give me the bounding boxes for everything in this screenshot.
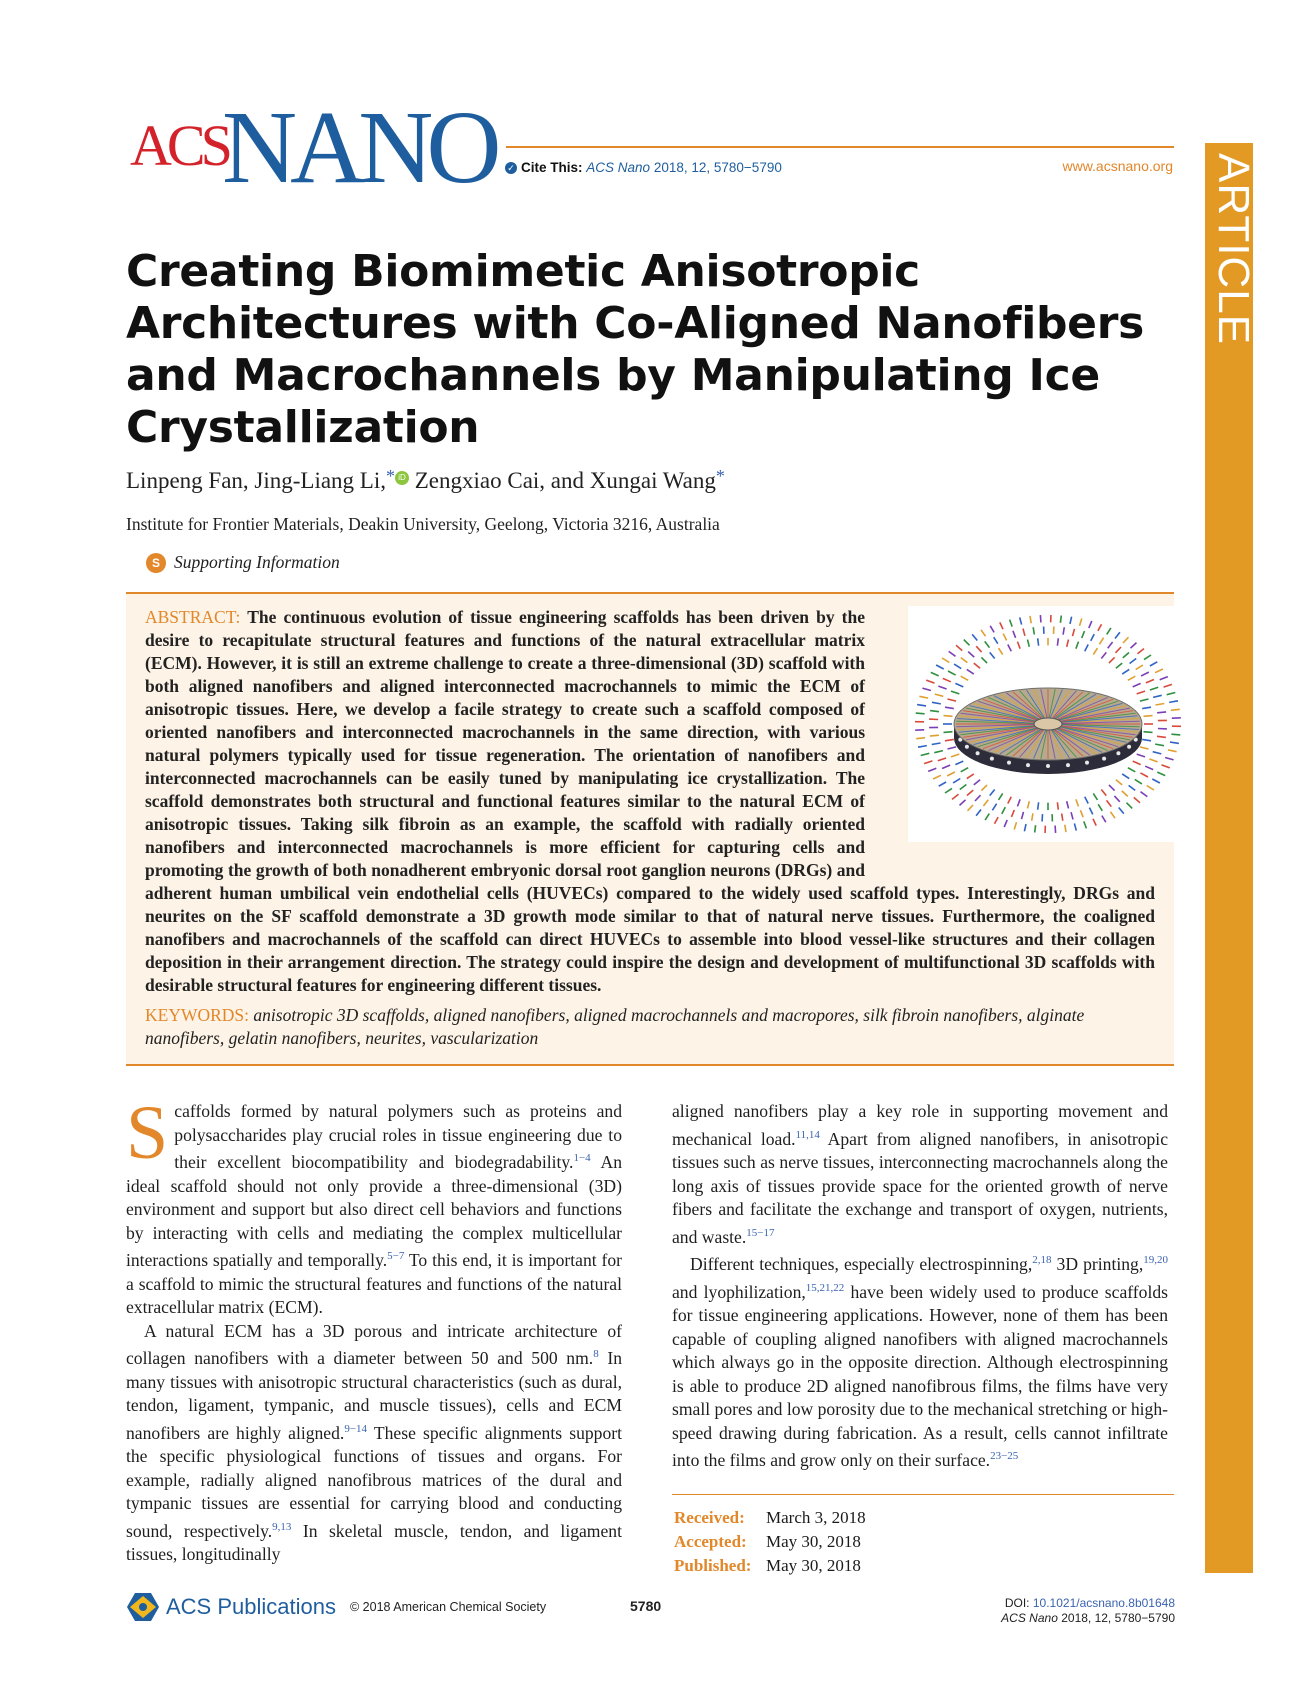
fiber-dash <box>1150 687 1158 690</box>
fiber-dash <box>1137 691 1145 694</box>
fiber-dash <box>922 688 931 690</box>
text-run: A natural ECM has a 3D porous and intricate architecture of collagen nanofibers with a diameter between 50 and 500 nm. <box>126 1320 622 1368</box>
citation-ref[interactable]: 1−4 <box>573 1152 591 1164</box>
abstract-body: The continuous evolution of tissue engineering scaffolds has been driven by the desire to recapitulate structural features and functions of the natural extracellular matrix (ECM). However, it is still an extreme challenge to create a three-dimensional (3D) scaffold with both aligned nanofibers and aligned interconnected macrochannels to mimic the ECM of anisotropic tissues. Here, we develop a facile strategy to create such a scaffold composed of oriented nanofibers and interconnected macrochannels in the same direction, with various natural polymers typically used for tissue regeneration. The orientation of nanofibers and interconnected macrochannels can be easily tuned by manipulating ice crystallization. The scaffold demonstrates both structural and functional features similar to the natural ECM of anisotropic tissues. Taking silk fibroin as an example, the scaffold with radially oriented nanofibers and interconnected macrochannels is more efficient for capturing cells and promoting the growth of both nonadherent embryonic dorsal root ganglion neurons (DRGs) and adherent human umbilical vein endothelial cells (HUVECs) compared to the widely used scaffold types. Interestingly, DRGs and neurites on the SF scaffold demonstrate a 3D growth mode similar to that of natural nerve tissues. Furthermore, the coaligned nanofibers and macrochannels of the scaffold can direct HUVECs to assemble into blood vessel-like structures and their collagen deposition in their arrangement direction. The strategy could inspire the design and development of multifunctional 3D scaffolds with desirable structural features for engineering different tissues. <box>145 607 1155 995</box>
fiber-dash <box>1012 810 1015 817</box>
fiber-dash <box>933 775 941 779</box>
fiber-dash <box>1147 786 1154 791</box>
fiber-dash <box>1111 812 1116 818</box>
fiber-dash <box>1099 638 1103 645</box>
fiber-dash <box>1116 780 1122 785</box>
fiber-dash <box>1004 820 1007 827</box>
fiber-dash <box>951 691 959 694</box>
fiber-dash <box>938 686 946 689</box>
cite-journal: ACS Nano <box>586 160 651 175</box>
fiber-dash <box>1141 672 1149 676</box>
paragraph <box>126 1091 622 1320</box>
fiber-dash <box>939 782 946 786</box>
fiber-dash <box>1067 640 1069 647</box>
published-date: May 30, 2018 <box>766 1556 861 1575</box>
text-run: 3D printing, <box>1051 1254 1144 1274</box>
fiber-dash <box>1116 647 1122 653</box>
fiber-dash <box>1129 785 1136 790</box>
text-run: In many tissues with anisotropic structural characteristics (such as dural, tendon, ligament, tympanic, and muscle tissues), cells and ECM nanofibers are highly aligned. <box>126 1348 622 1443</box>
fiber-dash <box>1074 823 1076 830</box>
fiber-dash <box>944 732 953 733</box>
corresponding-star[interactable]: * <box>386 466 395 486</box>
edge-dot <box>976 751 980 755</box>
fiber-dash <box>1119 808 1124 814</box>
fiber-dash <box>945 788 952 793</box>
text-run: and lyophilization, <box>672 1281 806 1302</box>
fiber-dash <box>1141 792 1148 797</box>
fiber-dash <box>981 630 986 636</box>
fiber-dash <box>985 814 989 821</box>
fiber-dash <box>1076 642 1079 649</box>
fiber-dash <box>943 678 951 681</box>
cite-this[interactable] <box>505 160 782 175</box>
fiber-dash <box>1038 802 1039 809</box>
fiber-dash <box>972 634 977 640</box>
author-list <box>126 466 725 494</box>
fiber-dash <box>919 696 928 698</box>
fiber-dash <box>916 738 925 739</box>
fiber-dash <box>932 702 941 704</box>
fiber-dash <box>1144 716 1153 717</box>
fiber-dash <box>945 707 954 708</box>
page-number: 5780 <box>630 1598 662 1614</box>
fiber-dash <box>1057 802 1058 809</box>
fiber-dash <box>1128 768 1136 772</box>
check-circle-icon: ✓ <box>505 162 517 174</box>
fiber-dash <box>974 780 980 785</box>
fiber-dash <box>942 765 950 768</box>
fiber-dash <box>967 669 974 674</box>
fiber-dash <box>967 774 974 779</box>
fiber-dash <box>1140 773 1148 777</box>
fiber-dash <box>1060 616 1061 623</box>
doi-label: DOI: <box>1004 1596 1030 1610</box>
fiber-dash <box>1071 812 1073 819</box>
fiber-dash <box>1107 800 1112 806</box>
fiber-dash <box>1144 732 1153 733</box>
fiber-dash <box>1098 624 1102 631</box>
fiber-dash <box>1146 680 1154 683</box>
fiber-dash <box>983 800 988 806</box>
citation-ref[interactable]: 8 <box>593 1348 599 1360</box>
edge-dot <box>1085 761 1089 765</box>
fiber-dash <box>1138 649 1145 654</box>
citation-ref[interactable]: 19,20 <box>1143 1254 1168 1266</box>
fiber-dash <box>1142 707 1151 708</box>
received-label: Received: <box>674 1508 745 1527</box>
fiber-dash <box>916 713 925 714</box>
fiber-dash <box>1013 631 1016 638</box>
fiber-dash <box>1024 824 1026 831</box>
fiber-dash <box>1028 640 1030 647</box>
fiber-dash <box>1153 695 1162 697</box>
fiber-dash <box>1018 642 1021 649</box>
fiber-dash <box>994 637 998 644</box>
fiber-dash <box>976 646 981 652</box>
edge-dot <box>990 757 994 761</box>
citation-ref[interactable]: 23−25 <box>990 1450 1019 1462</box>
fiber-dash <box>1144 655 1151 660</box>
supporting-info-icon: S <box>146 553 166 573</box>
keywords-label: KEYWORDS: <box>145 1005 250 1025</box>
fiber-dash <box>1082 631 1085 638</box>
logo-acs: ACS <box>130 113 228 178</box>
received-row <box>674 1506 866 1530</box>
body-column-left <box>126 1091 623 1567</box>
fiber-dash <box>1122 774 1129 779</box>
edge-dot <box>1007 761 1011 765</box>
fiber-dash <box>1142 739 1151 740</box>
fiber-dash <box>1171 709 1180 710</box>
copyright: © 2018 American Chemical Society <box>350 1600 547 1614</box>
edge-dot <box>1102 757 1106 761</box>
text-run: These specific alignments support the specific physiological functions of tissues and organs. For example, radially aligned nanofibrous matrices of the dural and tympanic tissues are essential for carrying blood and conducting sound, respectively. <box>126 1422 623 1541</box>
fiber-dash <box>1150 662 1157 666</box>
fiber-dash <box>1170 742 1179 743</box>
fiber-dash <box>1033 627 1034 634</box>
fiber-dash <box>1131 643 1137 649</box>
fiber-dash <box>942 658 949 663</box>
fiber-dash <box>999 793 1003 800</box>
fiber-dash <box>990 790 995 796</box>
fiber-dash <box>961 768 969 772</box>
fiber-dash <box>990 652 995 658</box>
fiber-dash <box>1140 699 1149 701</box>
edge-dot <box>965 745 969 749</box>
fiber-dash <box>1123 637 1129 643</box>
citation-ref[interactable]: 11,14 <box>795 1128 820 1141</box>
fiber-dash <box>1101 652 1106 658</box>
corresponding-star[interactable]: * <box>715 466 725 486</box>
fiber-dash <box>932 743 941 745</box>
fiber-dash <box>1057 638 1058 645</box>
fiber-dash <box>944 716 953 717</box>
fiber-dash <box>1136 665 1143 669</box>
fiber-dash <box>1040 615 1041 622</box>
fiber-dash <box>1032 813 1033 820</box>
fiber-dash <box>981 657 987 663</box>
fiber-dash <box>1023 629 1025 636</box>
fiber-dash <box>1030 616 1031 623</box>
fiber-dash <box>934 751 943 753</box>
fiber-dash <box>1133 761 1141 765</box>
fiber-dash <box>1014 822 1016 829</box>
keywords-list: anisotropic 3D scaffolds, aligned nanofibers, aligned macrochannels and macropores, silk fibroin nanofibers, alginate nanofibers, gelatin nanofibers, neurites, vascularization <box>145 1005 1085 1048</box>
fiber-dash <box>951 754 959 757</box>
fiber-dash <box>1157 772 1165 776</box>
fiber-dash <box>1135 779 1142 784</box>
fiber-dash <box>1149 759 1157 762</box>
fiber-dash <box>931 672 939 676</box>
fiber-dash <box>1022 812 1024 819</box>
fiber-dash <box>955 761 963 765</box>
fiber-dash <box>1140 747 1149 749</box>
citation-ref[interactable]: 15−17 <box>746 1226 775 1239</box>
fiber-dash <box>1108 642 1113 648</box>
fiber-dash <box>924 761 932 764</box>
doi-block <box>1001 1596 1175 1626</box>
journal-logo <box>126 90 506 205</box>
fiber-dash <box>1000 622 1003 629</box>
header-divider <box>506 146 1174 148</box>
publication-dates <box>674 1506 866 1578</box>
fiber-dash <box>938 758 946 761</box>
fiber-dash <box>926 680 934 683</box>
fiber-dash <box>975 795 981 801</box>
fiber-dash <box>1109 785 1115 791</box>
fiber-dash <box>961 658 968 663</box>
published-row <box>674 1554 866 1578</box>
edge-dot <box>1066 763 1070 767</box>
fiber-dash <box>953 779 960 783</box>
fiber-dash <box>1062 814 1063 821</box>
edge-dot <box>1116 751 1120 755</box>
fiber-dash <box>964 640 970 646</box>
doi-link[interactable]: 10.1021/acsnano.8b01648 <box>1032 1596 1175 1610</box>
fiber-dash <box>1115 632 1120 638</box>
fiber-dash <box>981 785 987 791</box>
paragraph <box>672 1100 1168 1249</box>
fiber-dash <box>954 664 961 669</box>
edge-dot <box>1127 745 1131 749</box>
fiber-dash <box>1155 744 1164 746</box>
fiber-dash <box>1171 734 1180 735</box>
fiber-dash <box>945 739 954 740</box>
supporting-info-label: Supporting Information <box>174 552 340 572</box>
fiber-dash <box>1137 754 1145 757</box>
fiber-dash <box>968 805 974 811</box>
fiber-dash <box>1133 683 1141 687</box>
citation-ref[interactable]: 9,13 <box>272 1520 292 1533</box>
fiber-dash <box>1109 657 1115 663</box>
fiber-dash <box>985 641 990 647</box>
fiber-dash <box>1085 797 1089 804</box>
scaffold-disc <box>954 688 1142 774</box>
citation-ref[interactable]: 9−14 <box>344 1422 368 1435</box>
fiber-dash <box>1073 629 1075 636</box>
acs-hexagon-icon <box>126 1592 160 1622</box>
fiber-dash <box>1035 825 1036 832</box>
citation-ref[interactable]: 15,21,22 <box>805 1281 845 1294</box>
dates-divider <box>672 1494 1174 1495</box>
fiber-dash <box>1085 645 1089 652</box>
fiber-dash <box>918 746 927 748</box>
fiber-dash <box>967 790 973 795</box>
fiber-dash <box>1122 669 1129 674</box>
fiber-dash <box>1084 821 1087 828</box>
footer-journal-details: 2018, 12, 5780−5790 <box>1061 1611 1175 1625</box>
fiber-dash <box>1080 810 1083 817</box>
fiber-dash <box>1093 793 1097 800</box>
fiber-dash <box>1093 819 1096 826</box>
fiber-dash <box>1153 752 1162 754</box>
accepted-row <box>674 1530 866 1554</box>
fiber-dash <box>1160 677 1168 680</box>
fiber-dash <box>1165 758 1174 760</box>
affiliation: Institute for Frontier Materials, Deakin University, Geelong, Victoria 3216, Australia <box>126 514 720 534</box>
fiber-dash <box>1008 797 1012 804</box>
fiber-dash <box>930 711 939 712</box>
author-name: Jing-Liang Li, <box>254 468 386 493</box>
fiber-dash <box>1076 799 1079 806</box>
fiber-dash <box>1093 648 1097 655</box>
fiber-dash <box>1122 791 1128 797</box>
fiber-dash <box>930 735 939 736</box>
text-run: To this end, it is important for a scaffold to mimic the structural features and functions of the natural extracellular matrix (ECM). <box>126 1250 622 1317</box>
footer-journal: ACS Nano <box>1001 1611 1058 1625</box>
fiber-dash <box>1089 808 1092 815</box>
fiber-dash <box>1020 617 1022 624</box>
website-link[interactable]: www.acsnano.org <box>1062 158 1173 174</box>
publisher-name: ACS Publications <box>166 1594 336 1619</box>
fiber-dash <box>1127 803 1133 809</box>
fiber-dash <box>960 800 966 806</box>
fiber-dash <box>935 694 944 696</box>
fiber-dash <box>990 626 994 633</box>
fiber-dash <box>1010 620 1013 627</box>
fiber-dash <box>1055 826 1056 833</box>
fiber-dash <box>1070 617 1072 624</box>
keywords <box>145 1004 1155 1050</box>
fiber-dash <box>917 705 926 706</box>
fiber-dash <box>1157 736 1166 737</box>
fiber-dash <box>928 768 936 771</box>
fiber-dash <box>1162 765 1170 768</box>
received-date: March 3, 2018 <box>766 1508 866 1527</box>
fiber-dash <box>1167 693 1176 695</box>
text-run: In skeletal muscle, tendon, and ligament tissues, longitudinally <box>126 1520 622 1564</box>
fiber-dash <box>1145 766 1153 769</box>
fiber-dash <box>1168 750 1177 752</box>
article-type-label: ARTICLE <box>1209 153 1258 346</box>
edge-dot <box>1046 764 1050 768</box>
fiber-dash <box>1156 704 1165 706</box>
abstract-label: ABSTRACT: <box>145 607 241 627</box>
text-run: Different techniques, especially electrospinning, <box>690 1254 1033 1274</box>
fiber-dash <box>1169 701 1178 703</box>
fiber-dash <box>961 676 969 680</box>
fiber-dash <box>1003 634 1006 641</box>
fiber-dash <box>1008 645 1012 652</box>
fiber-dash <box>949 651 956 656</box>
scaffold-disc-illustration <box>908 606 1188 842</box>
fiber-dash <box>1157 712 1166 713</box>
fiber-dash <box>1155 669 1163 673</box>
fiber-dash <box>948 699 957 701</box>
fiber-dash <box>960 785 967 790</box>
fiber-dash <box>1130 659 1137 664</box>
text-run: Apart from aligned nanofibers, in anisotropic tissues such as nerve tissues, interconnecting macrochannels along the long axis of tissues provide space for the oriented growth of nerve fibers and facilitate the exchange and transport of oxygen, nutrients, and waste. <box>672 1128 1168 1247</box>
fiber-dash <box>1018 799 1021 806</box>
paragraph <box>672 1249 1168 1473</box>
fiber-dash <box>968 652 974 658</box>
edge-dot <box>1026 763 1030 767</box>
fiber-dash <box>952 794 959 799</box>
fiber-dash <box>936 665 944 669</box>
body-column-right <box>672 1100 1168 1473</box>
orcid-icon[interactable]: iD <box>395 471 409 485</box>
paragraph <box>126 1320 622 1567</box>
citation-ref[interactable]: 2,18 <box>1032 1254 1052 1266</box>
fiber-dash <box>948 747 957 749</box>
fiber-dash <box>1102 816 1106 823</box>
fiber-dash <box>1089 621 1092 628</box>
fiber-dash <box>1063 627 1064 634</box>
cite-label: Cite This: <box>521 160 583 175</box>
author-name: Zengxiao Cai, and Xungai Wang <box>414 468 716 493</box>
fiber-dash <box>1002 807 1006 814</box>
fiber-dash <box>1065 825 1066 832</box>
fiber-dash <box>974 663 980 668</box>
fiber-dash <box>956 645 962 650</box>
fiber-dash <box>1091 634 1095 641</box>
citation-ref[interactable]: 5−7 <box>387 1250 405 1262</box>
paper-title: Creating Biomimetic Anisotropic Architectures with Co-Aligned Nanofibers and Macrochannels by Manipulating Ice Crystallization <box>126 246 1145 453</box>
fiber-dash <box>1067 801 1069 808</box>
fiber-dash <box>976 810 981 816</box>
fiber-dash <box>1107 628 1111 635</box>
fiber-dash <box>948 671 956 675</box>
fiber-dash <box>999 648 1003 655</box>
text-run: caffolds formed by natural polymers such as proteins and polysaccharides play crucial roles in tissue engineering due to their excellent biocompatibility and biodegradability. <box>174 1101 622 1172</box>
acs-publications-logo[interactable] <box>126 1592 336 1622</box>
fiber-dash <box>1164 684 1172 687</box>
accepted-date: May 30, 2018 <box>766 1532 861 1551</box>
fiber-dash <box>992 804 996 811</box>
fiber-dash <box>1101 790 1106 796</box>
fiber-dash <box>1038 638 1039 645</box>
text-run: have been widely used to produce scaffolds for tissue engineering applications. However, none of them has been capable of coupling aligned nanofibers with aligned macrochannels which always go in the opposite direction. Although electrospinning is able to produce 2D aligned nanofibrous films, the films have very small pores and low porosity due to the mechanical stretching or high-speed drawing during fabrication. As a result, cells cannot infiltrate into the films and grow only on their surface. <box>672 1281 1168 1470</box>
fiber-dash <box>1128 676 1136 680</box>
fiber-dash <box>1080 619 1082 626</box>
fiber-dash <box>1028 801 1030 808</box>
fiber-dash <box>1123 653 1129 658</box>
article-side-band <box>1205 143 1258 1573</box>
drop-cap: S <box>126 1091 169 1175</box>
author-name: Linpeng Fan, <box>126 468 249 493</box>
text-run: An ideal scaffold should not only provide a three-dimensional (3D) environment and support but also direct cell behaviors and functions by interacting with cells and mediating the complex multicellular interactions spatially and temporally. <box>126 1152 622 1270</box>
fiber-dash <box>955 683 963 687</box>
fiber-dash <box>1098 804 1102 811</box>
toc-graphic <box>908 606 1188 842</box>
supporting-information-link[interactable] <box>146 552 340 573</box>
fiber-dash <box>1114 796 1119 802</box>
text-run: aligned nanofibers play a key role in supporting movement and mechanical load. <box>672 1101 1168 1149</box>
published-label: Published: <box>674 1556 752 1575</box>
fiber-dash <box>1134 797 1140 802</box>
logo-nano: NANO <box>222 90 495 205</box>
fiber-dash <box>1116 663 1122 668</box>
fiber-dash <box>995 817 999 824</box>
cite-details: 2018, 12, 5780−5790 <box>653 160 782 175</box>
fiber-dash <box>947 772 955 776</box>
fiber-dash <box>1152 779 1160 783</box>
fiber-dash <box>921 753 930 755</box>
accepted-label: Accepted: <box>674 1532 747 1551</box>
